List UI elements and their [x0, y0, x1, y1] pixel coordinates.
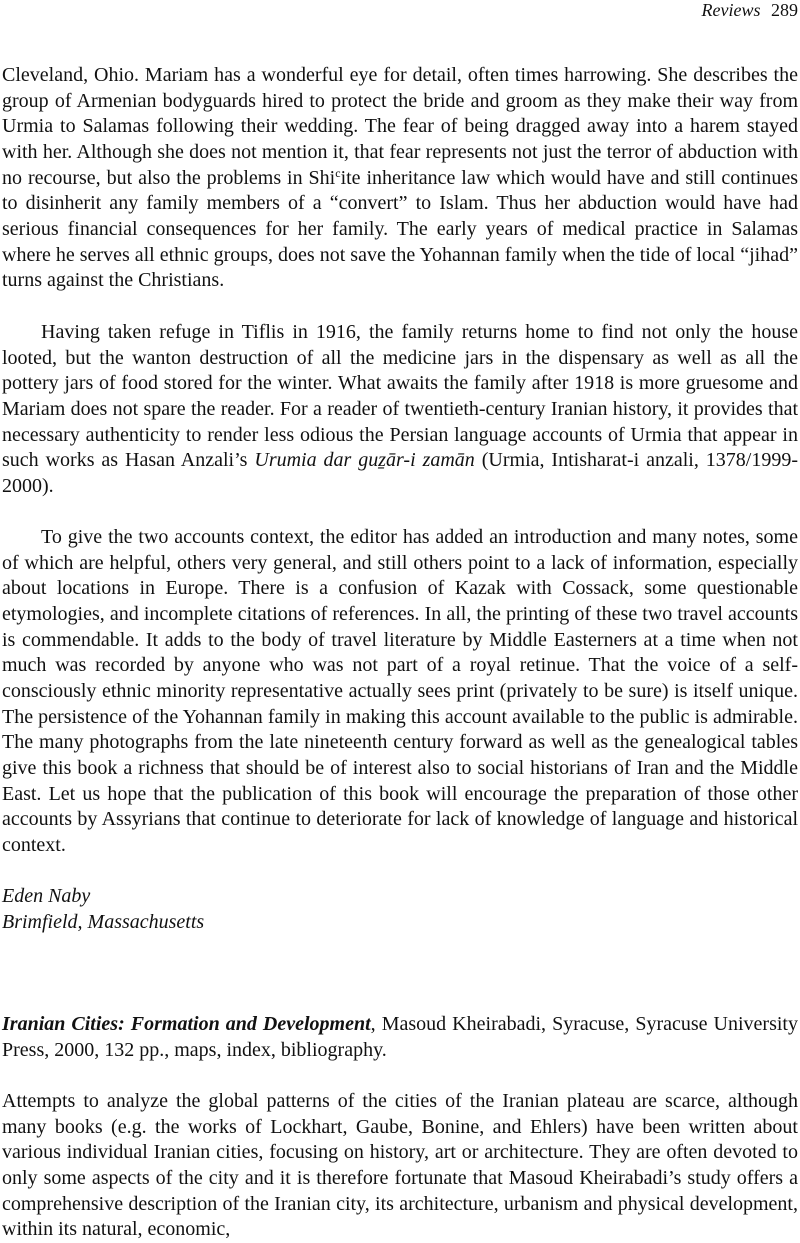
running-title: Reviews	[701, 0, 761, 20]
paragraph-abduction-text-a: Cleveland, Ohio. Mariam has a wonderful eye for detail, often times harrowing. She describes the group of Armenian bodyguards hired to protect the bride and groom as they make their way from Urmia to Salamas following their wedding. The fear of being dragged away into a harem stayed with her. Although she does not mention it, that fear represents not just the terror of abduction with no recourse, but also the problems in Shi	[2, 64, 798, 189]
reviewer-name: Eden Naby	[2, 885, 91, 907]
reviewer-location: Brimfield, Massachusetts	[2, 911, 205, 933]
ayn-superscript: c	[335, 165, 341, 180]
paragraph-abduction	[2, 63, 798, 294]
paragraph-context: To give the two accounts context, the editor has added an introduction and many notes, some of which are helpful, others very general, and still others point to a lack of information, especially about locations in Europe. There is a confusion of Kazak with Cossack, some questionable etymologies, and incomplete citations of references. In all, the printing of these two travel accounts is commendable. It adds to the body of travel literature by Middle Easterners at a time when not much was recorded by anyone who was not part of a royal retinue. That the voice of a self-consciously ethnic minority representative actually sees print (privately to be sure) is itself unique. The persistence of the Yohannan family in making this account available to the public is admirable. The many photographs from the late nineteenth century forward as well as the genealogical tables give this book a richness that should be of interest also to social historians of Iran and the Middle East. Let us hope that the publication of this book will encourage the preparation of those other accounts by Assyrians that continue to deteriorate for lack of knowledge of language and historical context.	[2, 526, 798, 856]
running-header	[702, 0, 798, 22]
review-heading	[2, 1012, 798, 1063]
reviewed-book-title: Iranian Cities: Formation and Development	[2, 1013, 371, 1035]
paragraph-tiflis	[2, 320, 798, 500]
paragraph-abduction-text-b: ite inheritance law which would have and still continues to disinherit any family members of a “convert” to Islam. Thus her abduction would have had serious financial consequences for her family. The early years of medical practice in Salamas where he serves all ethnic groups, does not save the Yohannan family when the tide of local “jihad” turns against the Christians.	[2, 166, 798, 292]
paragraph-tiflis-text: Having taken refuge in Tiflis in 1916, the family returns home to find not only the house looted, but the wanton destruction of all the medicine jars in the dispensary as well as all the pottery jars of food stored for the winter. What awaits the family after 1918 is more gruesome and Mariam does not spare the reader. For a reader of twentieth-century Iranian history, it provides that necessary authenticity to render less odious the Persian language accounts of Urmia that appear in such works as Hasan Anzali’s	[2, 321, 798, 472]
cited-work-title: Urumia dar guẕār-i zamān	[254, 449, 475, 472]
cited-work-details: (Urmia, Intisharat-i anzali, 1378/1999-2000).	[2, 449, 798, 497]
page-number: 289	[771, 0, 798, 20]
reviewed-book-details: , Masoud Kheirabadi, Syracuse, Syracuse University Press, 2000, 132 pp., maps, index, bibliography.	[2, 1013, 798, 1061]
paragraph-iranian-cities: Attempts to analyze the global patterns of the cities of the Iranian plateau are scarce, although many books (e.g. the works of Lockhart, Gaube, Bonine, and Ehlers) have been written about various individual Iranian cities, focusing on history, art or architecture. They are often devoted to only some aspects of the city and it is therefore fortunate that Masoud Kheirabadi’s study offers a comprehensive description of the Iranian city, its architecture, urbanism and physical development, within its natural, economic,	[2, 1090, 798, 1241]
